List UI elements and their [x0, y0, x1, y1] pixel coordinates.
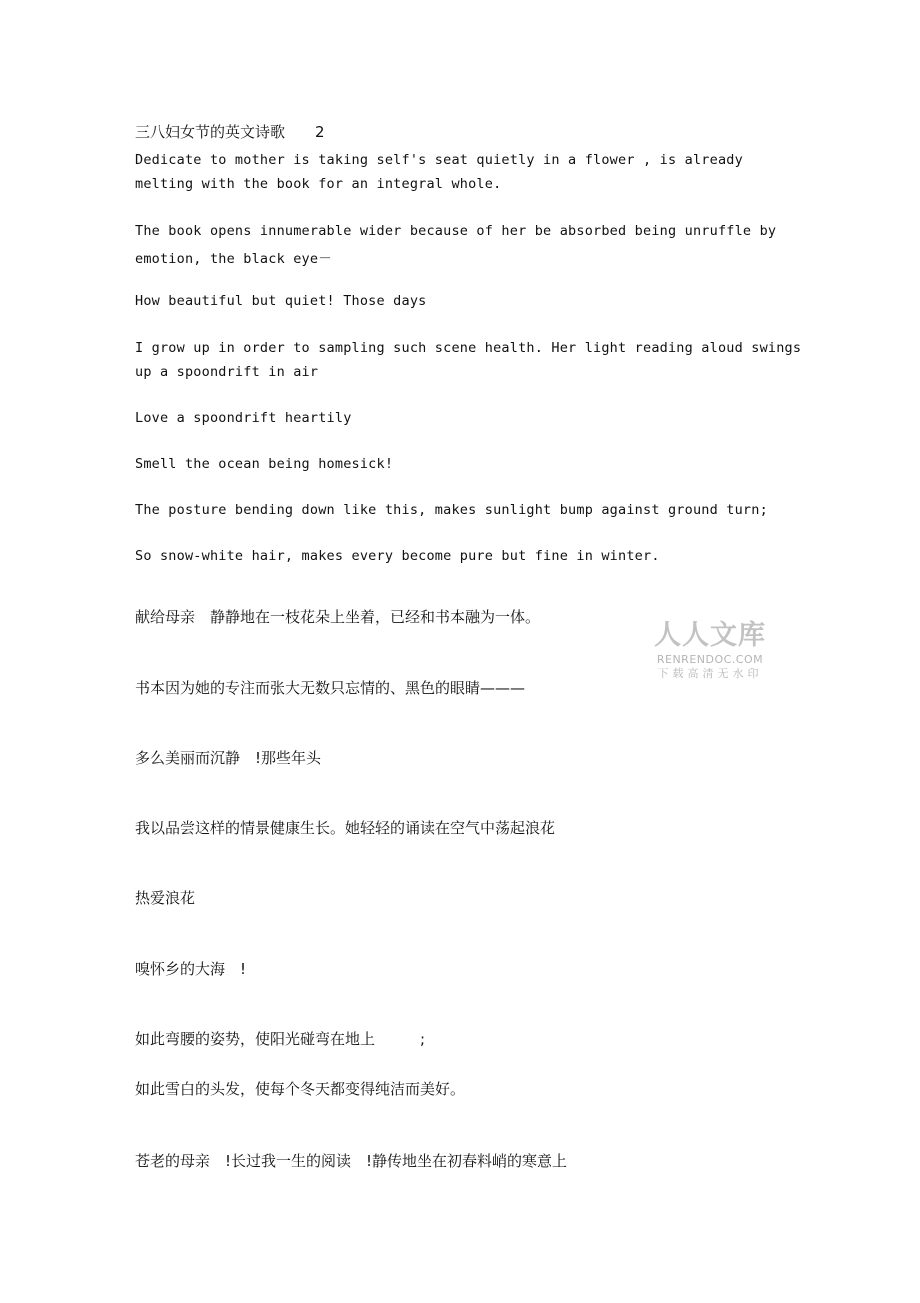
chinese-paragraph-3: 多么美丽而沉静 !那些年头 [135, 749, 322, 767]
watermark-slogan: 下载高清无水印 [657, 667, 763, 680]
watermark-domain: RENRENDOC.COM [656, 653, 764, 666]
chinese-paragraph-1: 献给母亲 静静地在一枝花朵上坐着，已经和书本融为一体。 [135, 608, 541, 626]
english-paragraph-5: Love a spoondrift heartily [135, 410, 352, 426]
english-paragraph-4-line-1: I grow up in order to sampling such scene health. Her light reading aloud swings [135, 340, 802, 356]
watermark-main-text: 人人文库 [654, 620, 766, 651]
english-paragraph-4-line-2: up a spoondrift in air [135, 364, 319, 380]
english-paragraph-8: So snow-white hair, makes every become pure but fine in winter. [135, 548, 660, 564]
watermark-logo [646, 619, 774, 681]
english-paragraph-6: Smell the ocean being homesick! [135, 456, 394, 472]
chinese-paragraph-5: 热爱浪花 [135, 889, 196, 907]
english-paragraph-2-line-1: The book opens innumerable wider because of her be absorbed being unruffle by [135, 223, 777, 239]
english-paragraph-3: How beautiful but quiet! Those days [135, 293, 427, 309]
chinese-paragraph-8: 如此雪白的头发，使每个冬天都变得纯洁而美好。 [135, 1080, 466, 1098]
english-paragraph-1-line-1: Dedicate to mother is taking self's seat quietly in a flower , is already [135, 152, 743, 168]
english-paragraph-2-line-2: emotion, the black eye－ [135, 251, 332, 267]
english-paragraph-7: The posture bending down like this, makes sunlight bump against ground turn; [135, 502, 768, 518]
document-title: 三八妇女节的英文诗歌 2 [135, 123, 325, 141]
english-paragraph-1-line-2: melting with the book for an integral whole. [135, 176, 502, 192]
chinese-paragraph-4: 我以品尝这样的情景健康生长。她轻轻的诵读在空气中荡起浪花 [135, 819, 556, 837]
chinese-paragraph-6: 嗅怀乡的大海 ! [135, 960, 247, 978]
chinese-paragraph-2: 书本因为她的专注而张大无数只忘情的、黑色的眼睛——— [135, 679, 526, 697]
chinese-paragraph-7: 如此弯腰的姿势，使阳光碰弯在地上 ; [135, 1030, 426, 1048]
chinese-paragraph-9: 苍老的母亲 !长过我一生的阅读 !静传地坐在初春料峭的寒意上 [135, 1152, 568, 1170]
